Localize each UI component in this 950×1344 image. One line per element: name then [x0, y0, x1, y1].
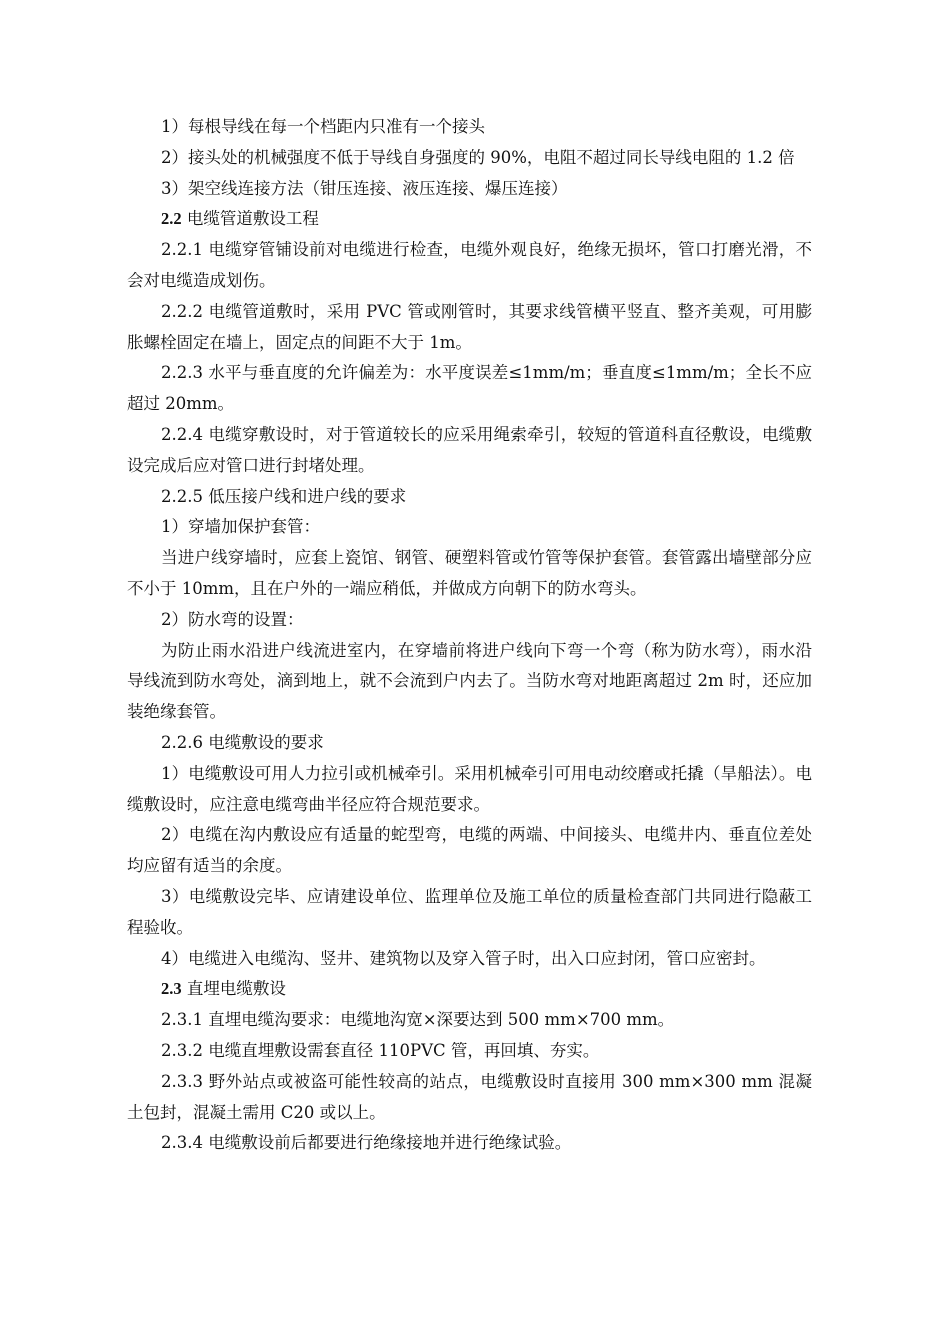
- list-item-cable-3: 3）电缆敷设完毕、应请建设单位、监理单位及施工单位的质量检查部门共同进行隐蔽工程验收。: [127, 886, 812, 937]
- paragraph-2-3-3: 2.3.3 野外站点或被盗可能性较高的站点，电缆敷设时直接用 300 mm×300 mm 混凝土包封，混凝土需用 C20 或以上。: [127, 1071, 812, 1122]
- list-item-wall-sleeve: 1）穿墙加保护套管：: [161, 517, 320, 537]
- paragraph-3: 3）架空线连接方法（钳压连接、液压连接、爆压连接）: [161, 178, 568, 198]
- section-heading-2-2: 2.2 电缆管道敷设工程: [161, 209, 319, 229]
- paragraph-drip-loop-body: 为防止雨水沿进户线流进室内，在穿墙前将进户线向下弯一个弯（称为防水弯），雨水沿导线流到防水弯处，滴到地上，就不会流到户内去了。当防水弯对地距离超过 2m 时，还应加装绝缘套管。: [127, 640, 812, 722]
- paragraph-2-2-5: 2.2.5 低压接户线和进户线的要求: [161, 486, 407, 506]
- document-page: [127, 112, 812, 1159]
- paragraph-2-2-4: 2.2.4 电缆穿敷设时，对于管道较长的应采用绳索牵引，较短的管道科直径敷设，电缆敷设完成后应对管口进行封堵处理。: [127, 424, 812, 475]
- paragraph-1: 1）每根导线在每一个档距内只准有一个接头: [161, 117, 485, 136]
- paragraph-2-3-1: 2.3.1 直埋电缆沟要求：电缆地沟宽×深要达到 500 mm×700 mm。: [161, 1010, 675, 1030]
- list-item-cable-4: 4）电缆进入电缆沟、竖井、建筑物以及穿入管子时，出入口应封闭，管口应密封。: [161, 948, 766, 968]
- paragraph-2-2-1: 2.2.1 电缆穿管铺设前对电缆进行检查，电缆外观良好，绝缘无损坏，管口打磨光滑，不会对电缆造成划伤。: [127, 240, 812, 290]
- list-item-cable-1: 1）电缆敷设可用人力拉引或机械牵引。采用机械牵引可用电动绞磨或托撬（旱船法）。电缆敷设时，应注意电缆弯曲半径应符合规范要求。: [127, 763, 812, 814]
- paragraph-2: 2）接头处的机械强度不低于导线自身强度的 90%，电阻不超过同长导线电阻的 1.2 倍: [161, 147, 795, 167]
- paragraph-2-2-3: 2.2.3 水平与垂直度的允许偏差为：水平度误差≤1mm/m；垂直度≤1mm/m；全长不应超过 20mm。: [127, 363, 812, 414]
- section-heading-2-3: 2.3 直埋电缆敷设: [161, 979, 286, 999]
- paragraph-2-3-2: 2.3.2 电缆直埋敷设需套直径 110PVC 管，再回填、夯实。: [161, 1040, 600, 1060]
- paragraph-wall-sleeve-body: 当进户线穿墙时，应套上瓷馆、钢管、硬塑料管或竹管等保护套管。套管露出墙壁部分应不小于 10mm，且在户外的一端应稍低，并做成方向朝下的防水弯头。: [127, 548, 812, 598]
- list-item-cable-2: 2）电缆在沟内敷设应有适量的蛇型弯，电缆的两端、中间接头、电缆井内、垂直位差处均应留有适当的余度。: [127, 825, 812, 876]
- paragraph-2-2-2: 2.2.2 电缆管道敷时，采用 PVC 管或刚管时，其要求线管横平竖直、整齐美观，可用膨胀螺栓固定在墙上，固定点的间距不大于 1m。: [127, 301, 812, 352]
- paragraph-2-2-6: 2.2.6 电缆敷设的要求: [161, 732, 324, 752]
- paragraph-2-3-4: 2.3.4 电缆敷设前后都要进行绝缘接地并进行绝缘试验。: [161, 1133, 572, 1153]
- list-item-drip-loop: 2）防水弯的设置：: [161, 609, 304, 629]
